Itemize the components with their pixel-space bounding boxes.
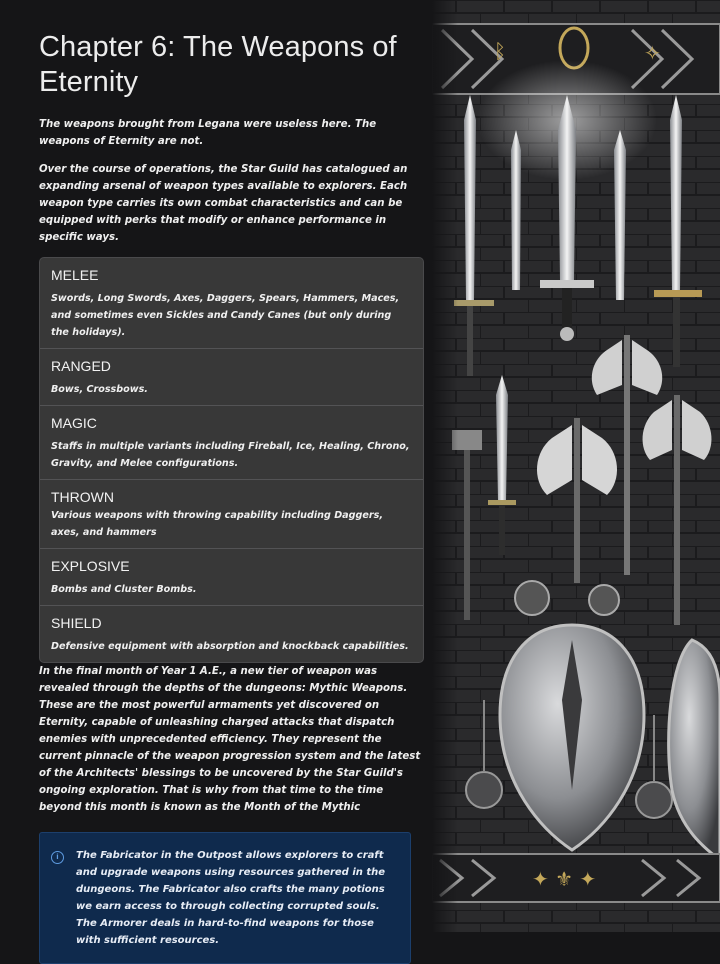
intro-paragraph: The weapons brought from Legana were useless here. The weapons of Eternity are not.: [39, 119, 377, 147]
weapon-type-description: Various weapons with throwing capability including Daggers, axes, and hammers: [51, 510, 383, 538]
weapon-type-description: Bombs and Cluster Bombs.: [51, 584, 197, 595]
mythic-paragraph: [39, 663, 424, 816]
weapon-type-card-melee: [40, 258, 423, 349]
weapon-type-name: MAGIC: [51, 415, 97, 431]
weapon-type-card-magic: [40, 406, 423, 480]
weapon-type-name: SHIELD: [51, 615, 102, 631]
weapon-type-description: Swords, Long Swords, Axes, Daggers, Spears, Hammers, Maces, and sometimes even Sickles and Candy Canes (but only during the holidays).: [51, 293, 400, 338]
weapons-wall-artwork: [432, 0, 720, 932]
weapons-illustration: [432, 0, 720, 932]
weapon-type-card-ranged: [40, 349, 423, 406]
chapter-content: [39, 30, 424, 964]
weapon-type-name: MELEE: [51, 267, 99, 283]
mythic-text-before: In the final month of Year 1 A.E., a new tier of weapon was revealed through the depths of the dungeons:: [39, 666, 378, 694]
weapon-type-card-thrown: [40, 480, 423, 549]
weapon-type-description: Bows, Crossbows.: [51, 384, 148, 395]
info-callout-text: The Fabricator in the Outpost allows explorers to craft and upgrade weapons using resources gathered in the dungeons. The Fabricator also crafts the many potions we earn access to through collecting corrupted souls. The Armorer deals in hard-to-find weapons for those with sufficient resources.: [76, 850, 386, 946]
mythic-term: Mythic Weapons: [309, 683, 404, 694]
page-title: Chapter 6: The Weapons of Eternity: [39, 31, 397, 98]
weapon-type-card-shield: [40, 606, 423, 662]
info-icon: i: [51, 851, 64, 864]
weapon-type-list: [39, 257, 424, 663]
weapon-type-description: Staffs in multiple variants including Fireball, Ice, Healing, Chrono, Gravity, and Melee configurations.: [51, 441, 410, 469]
weapon-type-name: RANGED: [51, 358, 111, 374]
weapon-type-description: Defensive equipment with absorption and knockback capabilities.: [51, 641, 409, 652]
weapon-type-name: THROWN: [51, 489, 114, 505]
info-callout: [39, 832, 411, 964]
weapon-type-card-explosive: [40, 549, 423, 606]
overview-paragraph: Over the course of operations, the Star Guild has catalogued an expanding arsenal of weapon types available to explorers. Each weapon type carries its own combat characteristics and can be equipped with perks that modify or enhance performance in specific ways.: [39, 164, 408, 243]
weapon-type-name: EXPLOSIVE: [51, 558, 130, 574]
mythic-text-after: . These are the most powerful armaments yet discovered on Eternity, capable of unleashing charged attacks that dispatch enemies with unprecedented efficiency. They represent the current pinnacle of the weapon progression system and the latest of the Architects' blessings to be uncovered by the Star Guild's ongoing exploration. That is why from that time to the time beyond this month is known as the Month of the Mythic: [39, 683, 421, 813]
